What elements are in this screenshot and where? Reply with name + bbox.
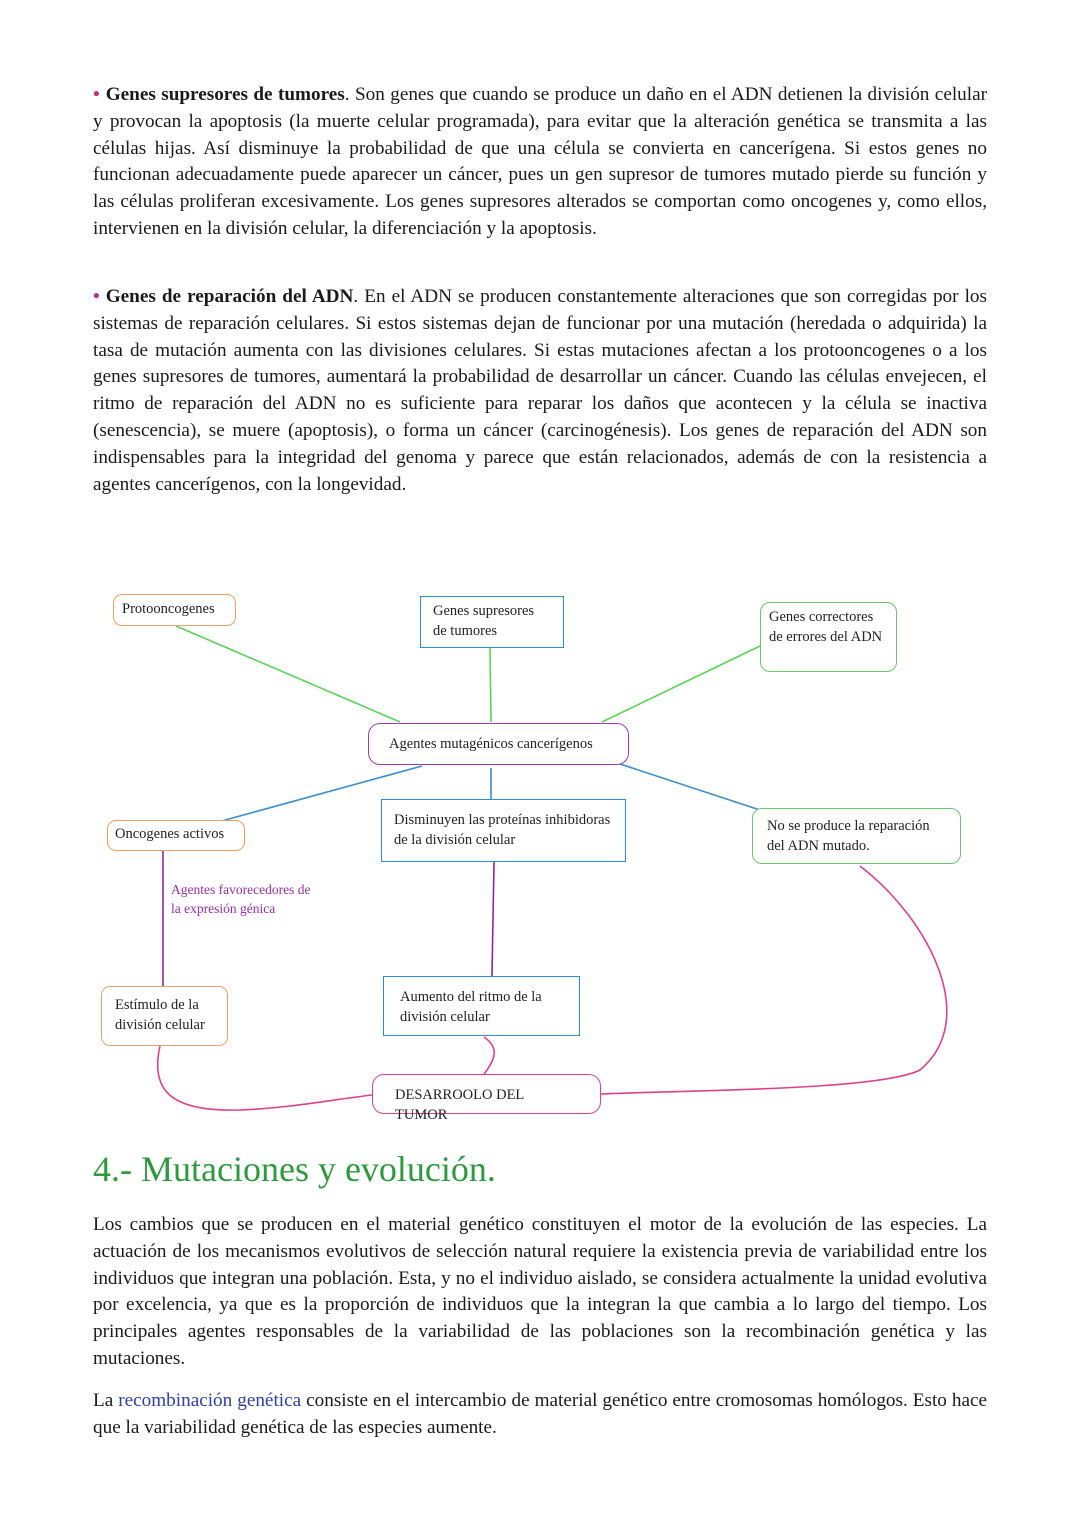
paragraph-text: . Son genes que cuando se produce un daño en el ADN detienen la división celular y provocan la apoptosis (la muerte celular programada), para evitar que la alteración genética se transmita a las células hijas. Así disminuye la probabilidad de que una célula se convierta en cancerígena. Si estos genes no funcionan adecuadamente puede aparecer un cáncer, pues un gen supresor de tumores mutado pierde su función y las células proliferan excesivamente. Los genes supresores alterados se comportan como oncogenes y, como ellos, intervienen en la división celular, la diferenciación y la apoptosis.: [93, 84, 987, 239]
paragraph-text: . En el ADN se producen constantemente alteraciones que son corregidas por los sistemas de reparación celulares. Si estos sistemas dejan de funcionar por una mutación (heredada o adquirida) la tasa de mutación aumenta con las divisiones celulares. Si estas mutaciones afectan a los protooncogenes o a los genes supresores de tumores, aumentará la probabilidad de desarrollar un cáncer. Cuando las células envejecen, el ritmo de reparación del ADN no es suficiente para reparar los daños que acontecen y la célula se inactiva (senescencia), se muere (apoptosis), o forma un cáncer (carcinogénesis). Los genes de reparación del ADN son indispensables para la integridad del genoma y parece que están relacionados, además de con la resistencia a agentes cancerígenos, con la longevidad.: [93, 286, 987, 495]
connector-no-reparacion-tumor: [600, 866, 947, 1094]
node-aumento-ritmo: Aumento del ritmo de la división celular: [383, 976, 580, 1036]
section-title: 4.- Mutaciones y evolución.: [93, 1149, 496, 1189]
term-genes-supresores: Genes supresores de tumores: [105, 84, 345, 105]
connector-estimulo-tumor: [158, 1046, 372, 1110]
connector-aumento-tumor: [484, 1037, 494, 1074]
link-recombinacion-genetica[interactable]: recombinación genética: [118, 1390, 302, 1411]
paragraph-recombinacion: [93, 1388, 987, 1442]
connector-no-reparacion: [620, 764, 760, 810]
node-disminuyen-proteinas: Disminuyen las proteínas inhibidoras de la división celular: [381, 799, 626, 862]
label-agentes-favorecedores: Agentes favorecedores de la expresión génica: [171, 882, 311, 916]
node-estimulo-division: Estímulo de la división celular: [101, 986, 228, 1046]
paragraph-text: consiste en el intercambio de material genético entre cromosomas homólogos. Esto hace que la variabilidad genética de las especies aumente.: [93, 1390, 987, 1438]
node-oncogenes-activos: Oncogenes activos: [107, 820, 245, 851]
node-genes-supresores: Genes supresores de tumores: [420, 596, 564, 648]
paragraph-mutaciones-evolucion: Los cambios que se producen en el material genético constituyen el motor de la evolución de las especies. La actuación de los mecanismos evolutivos de selección natural requiere la existencia previa de variabilidad entre los individuos que integran una población. Esta, y no el individuo aislado, se considera actualmente la unidad evolutiva por excelencia, ya que es la proporción de individuos que la integran la que cambia a lo largo del tiempo. Los principales agentes responsables de la variabilidad de las poblaciones son la recombinación genética y las mutaciones.: [93, 1214, 987, 1369]
bullet-icon: •: [93, 286, 100, 307]
connector-protooncogenes: [176, 626, 400, 722]
paragraph-text: La: [93, 1390, 119, 1411]
node-agentes-mutagenicos: Agentes mutagénicos cancerígenos: [368, 723, 629, 765]
bullet-icon: •: [93, 84, 100, 105]
node-desarrollo-tumor: DESARROOLO DEL TUMOR: [372, 1074, 601, 1114]
connector-correctores: [602, 646, 760, 722]
connector-supresores: [490, 648, 491, 722]
node-genes-correctores: Genes correctores de errores del ADN: [760, 602, 897, 672]
node-protooncogenes: Protooncogenes: [113, 594, 236, 626]
node-no-reparacion: No se produce la reparación del ADN mutado.: [752, 808, 961, 864]
connector-disminuyen-aumento: [492, 862, 494, 976]
term-genes-reparacion: Genes de reparación del ADN: [105, 286, 354, 307]
